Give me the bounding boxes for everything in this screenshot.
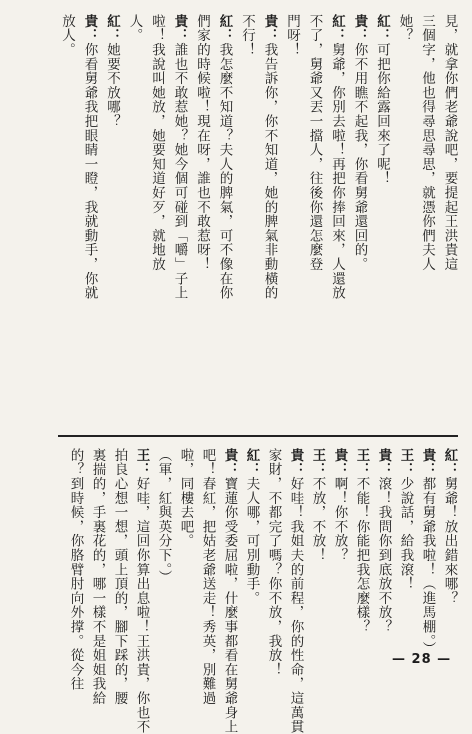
dialogue-text: 舅爺，你別去啦！再把你捧回來，人還放 — [329, 42, 345, 301]
text-column — [240, 14, 254, 57]
text-column — [60, 14, 74, 57]
dialogue-text: 都有舅爺我啦！（進馬棚。） — [419, 476, 436, 656]
text-column — [332, 448, 346, 562]
speaker-label: 紅： — [104, 14, 120, 43]
dialogue-text: 不能！你能把我怎麼樣？ — [353, 476, 370, 634]
dialogue-text: 的？到時候，你胳臂肘向外撑。從今往 — [67, 448, 84, 692]
speaker-label: 貴： — [221, 448, 238, 477]
dialogue-text: 你不用瞧不起我，你看舅爺還回的。 — [351, 42, 368, 272]
dialogue-text: 見，就拿你們老爺說吧，要提起王洪貴這 — [441, 14, 458, 272]
dialogue-text: 我告訴你，你不知道，她的脾氣非動橫的 — [261, 42, 278, 301]
dialogue-text: 們家的時候啦！現在呀，誰也不敢惹呀！ — [194, 14, 210, 272]
text-column — [105, 14, 119, 128]
speaker-label: 王： — [309, 448, 326, 477]
text-column — [222, 448, 236, 734]
dialogue-text: 她要不放哪？ — [104, 42, 120, 129]
text-column — [376, 448, 390, 634]
dialogue-text: （軍，紅與英分下。） — [155, 448, 172, 585]
speaker-label: 紅： — [216, 14, 233, 43]
text-column — [285, 14, 299, 57]
text-column — [178, 448, 192, 548]
dialogue-text: 舅爺！放出錯來哪？ — [441, 476, 458, 606]
text-column — [420, 14, 434, 271]
speaker-label: 貴： — [351, 14, 368, 43]
text-column — [127, 14, 141, 43]
dialogue-text: 誰也不敢惹她？她今個可碰到「嚼」子上 — [171, 42, 188, 301]
text-column — [90, 448, 104, 705]
speaker-label: 紅： — [329, 14, 345, 43]
dialogue-text: 你看舅爺我把眼睛一瞪，我就動手，你就 — [81, 42, 98, 301]
speaker-label: 王： — [397, 448, 414, 477]
dialogue-text: 三個字，他也得尋思尋思，就憑你們夫人 — [419, 14, 435, 272]
text-column — [288, 448, 302, 734]
text-column — [150, 14, 164, 271]
speaker-label: 貴： — [287, 448, 304, 477]
dialogue-text: 寶蓮你受委屈啦，什麼事都看在舅爺身上 — [221, 476, 238, 734]
text-column — [68, 448, 82, 691]
text-column — [262, 14, 276, 300]
text-column — [354, 448, 368, 634]
text-column — [217, 14, 231, 300]
text-column — [244, 448, 258, 605]
dialogue-text: 她？ — [396, 14, 413, 43]
dialogue-text: 滾！我問你到底放不放？ — [375, 476, 392, 634]
speaker-label: 貴： — [375, 448, 392, 477]
text-column — [398, 448, 412, 591]
text-column — [200, 448, 214, 705]
dialogue-text: 拍良心想一想，頭上頂的，腳下踩的，腰 — [111, 448, 128, 706]
dialogue-text: 家財，不都完了嗎？你不放，我放！ — [265, 448, 282, 677]
speaker-label: 紅： — [441, 448, 458, 477]
text-column — [442, 448, 456, 605]
speaker-label: 王： — [353, 448, 370, 477]
dialogue-text: 人。 — [126, 14, 143, 43]
text-column — [172, 14, 186, 300]
text-column — [442, 14, 456, 271]
dialogue-text: 好哇，這回你算出息啦！王洪貴，你也不 — [133, 476, 150, 734]
text-column — [266, 448, 280, 677]
speaker-label: 貴： — [331, 448, 348, 477]
text-column — [195, 14, 209, 271]
text-column — [156, 448, 170, 584]
dialogue-text: 門呀！ — [284, 14, 300, 57]
dialogue-text: 啦，同樓去吧。 — [177, 448, 194, 549]
section-divider-line — [58, 435, 458, 437]
speaker-label: 紅： — [243, 448, 260, 477]
page-number: — 28 — — [392, 652, 452, 667]
dialogue-text: 不行！ — [239, 14, 255, 57]
speaker-label: 貴： — [419, 448, 436, 477]
text-column — [352, 14, 366, 271]
text-column — [134, 448, 148, 734]
text-column — [375, 14, 389, 186]
text-column — [82, 14, 96, 300]
speaker-label: 王： — [133, 448, 150, 477]
speaker-label: 貴： — [171, 14, 188, 43]
dialogue-text: 放人。 — [59, 14, 75, 57]
dialogue-text: 好哇！我姐夫的前程，你的性命，這萬貫 — [287, 476, 304, 734]
dialogue-text: 可把你給露回來了呢！ — [374, 42, 390, 186]
dialogue-text: 吧！春紅，把姑老爺送走！秀英，別難過 — [199, 448, 216, 706]
text-column — [112, 448, 126, 705]
dialogue-text: 啦！我說叫她放，她要知道好歹，就地放 — [149, 14, 165, 272]
dialogue-text: 不放，不放！ — [309, 476, 326, 563]
dialogue-text: 不了，舅爺又丟一擋人，往後你還怎麼登 — [306, 14, 323, 272]
speaker-label: 貴： — [81, 14, 98, 43]
text-column — [420, 448, 434, 656]
text-column — [310, 448, 324, 562]
dialogue-text: 少說話，給我滾！ — [397, 476, 414, 592]
dialogue-text: 夫人哪，可別動手。 — [243, 476, 260, 606]
dialogue-text: 啊！你不放？ — [331, 476, 348, 563]
text-column — [307, 14, 321, 271]
dialogue-text: 我怎麼不知道？夫人的脾氣，可不像在你 — [216, 42, 233, 301]
text-column — [397, 14, 411, 43]
speaker-label: 紅： — [374, 14, 390, 43]
speaker-label: 貴： — [261, 14, 278, 43]
text-column — [330, 14, 344, 300]
dialogue-text: 裏揣的，手裏花的，哪一樣不是姐姐我給 — [89, 448, 106, 706]
